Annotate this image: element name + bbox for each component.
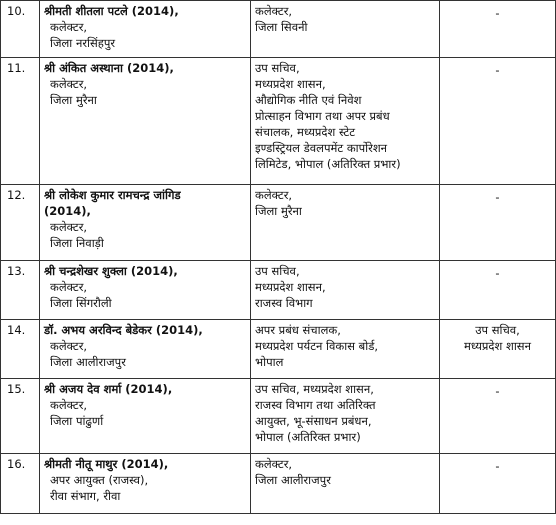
posting-line: जिला मुरैना bbox=[255, 204, 302, 218]
officer-cell bbox=[40, 1, 251, 58]
officer-name: श्री लोकेश कुमार रामचन्द्र जांगिड bbox=[44, 188, 181, 202]
officer-cell bbox=[40, 379, 251, 454]
remark-text: - bbox=[495, 266, 500, 280]
officer-name: डॉ. अभय अरविन्द बेडेकर (2014), bbox=[44, 323, 203, 337]
officer-name-continued: (2014), bbox=[44, 204, 91, 218]
officer-cell bbox=[40, 454, 251, 514]
posting-line: प्रोत्साहन विभाग तथा अपर प्रबंध bbox=[255, 109, 390, 123]
new-posting-cell bbox=[251, 454, 440, 514]
table-row bbox=[1, 320, 556, 379]
current-post-line: जिला नरसिंहपुर bbox=[50, 36, 116, 50]
remark-cell bbox=[440, 1, 556, 58]
posting-line: राजस्व विभाग bbox=[255, 296, 313, 310]
serial-number: 16. bbox=[1, 454, 40, 514]
serial-number: 10. bbox=[1, 1, 40, 58]
officer-name: श्री अजय देव शर्मा (2014), bbox=[44, 382, 173, 396]
officer-cell bbox=[40, 320, 251, 379]
posting-line: अपर प्रबंध संचालक, bbox=[255, 323, 341, 337]
current-post-line: कलेक्टर, bbox=[50, 220, 88, 234]
remark-cell bbox=[440, 261, 556, 320]
posting-line: उप सचिव, bbox=[255, 264, 300, 278]
posting-line: मध्यप्रदेश शासन, bbox=[255, 77, 326, 91]
current-post-line: कलेक्टर, bbox=[50, 20, 88, 34]
serial-number: 13. bbox=[1, 261, 40, 320]
posting-line: भोपाल (अतिरिक्त प्रभार) bbox=[255, 430, 361, 444]
current-post-line: कलेक्टर, bbox=[50, 77, 88, 91]
posting-line: जिला सिवनी bbox=[255, 20, 308, 34]
posting-line: कलेक्टर, bbox=[255, 188, 293, 202]
officer-name: श्री चन्द्रशेखर शुक्ला (2014), bbox=[44, 264, 178, 278]
serial-number: 11. bbox=[1, 58, 40, 185]
officer-cell bbox=[40, 58, 251, 185]
remark-text: - bbox=[495, 384, 500, 398]
posting-line: जिला आलीराजपुर bbox=[255, 473, 331, 487]
posting-line: औद्योगिक नीति एवं निवेश bbox=[255, 93, 362, 107]
remark-cell bbox=[440, 379, 556, 454]
officer-cell bbox=[40, 185, 251, 261]
remark-cell bbox=[440, 454, 556, 514]
remark-cell bbox=[440, 185, 556, 261]
posting-line: आयुक्त, भू-संसाधन प्रबंधन, bbox=[255, 414, 372, 428]
serial-number: 12. bbox=[1, 185, 40, 261]
posting-line: उप सचिव, मध्यप्रदेश शासन, bbox=[255, 382, 374, 396]
current-post-line: जिला मुरैना bbox=[50, 93, 97, 107]
table-row bbox=[1, 58, 556, 185]
posting-line: मध्यप्रदेश पर्यटन विकास बोर्ड, bbox=[255, 339, 378, 353]
new-posting-cell bbox=[251, 185, 440, 261]
officer-name: श्रीमती नीतू माथुर (2014), bbox=[44, 457, 169, 471]
current-post-line: रीवा संभाग, रीवा bbox=[50, 489, 121, 503]
remark-text: - bbox=[495, 6, 500, 20]
current-post-line: कलेक्टर, bbox=[50, 280, 88, 294]
posting-line: मध्यप्रदेश शासन, bbox=[255, 280, 326, 294]
table-row bbox=[1, 185, 556, 261]
serial-number: 15. bbox=[1, 379, 40, 454]
current-post-line: कलेक्टर, bbox=[50, 398, 88, 412]
posting-line: लिमिटेड, भोपाल (अतिरिक्त प्रभार) bbox=[255, 157, 401, 171]
remark-text: मध्यप्रदेश शासन bbox=[464, 339, 531, 353]
table-row bbox=[1, 1, 556, 58]
remark-cell bbox=[440, 320, 556, 379]
posting-line: कलेक्टर, bbox=[255, 457, 293, 471]
officer-name: श्रीमती शीतला पटले (2014), bbox=[44, 4, 179, 18]
posting-line: इण्डस्ट्रियल डेवलपमेंट कार्पोरेशन bbox=[255, 141, 388, 155]
current-post-line: जिला निवाड़ी bbox=[50, 236, 104, 250]
new-posting-cell bbox=[251, 1, 440, 58]
serial-number: 14. bbox=[1, 320, 40, 379]
posting-line: भोपाल bbox=[255, 355, 284, 369]
posting-line: राजस्व विभाग तथा अतिरिक्त bbox=[255, 398, 376, 412]
posting-line: कलेक्टर, bbox=[255, 4, 293, 18]
officer-name: श्री अंकित अस्थाना (2014), bbox=[44, 61, 174, 75]
posting-line: उप सचिव, bbox=[255, 61, 300, 75]
current-post-line: जिला सिंगरौली bbox=[50, 296, 112, 310]
new-posting-cell bbox=[251, 320, 440, 379]
new-posting-cell bbox=[251, 261, 440, 320]
current-post-line: अपर आयुक्त (राजस्व), bbox=[50, 473, 149, 487]
remark-cell bbox=[440, 58, 556, 185]
current-post-line: कलेक्टर, bbox=[50, 339, 88, 353]
table-row bbox=[1, 261, 556, 320]
new-posting-cell bbox=[251, 58, 440, 185]
new-posting-cell bbox=[251, 379, 440, 454]
remark-text: - bbox=[495, 459, 500, 473]
officer-cell bbox=[40, 261, 251, 320]
remark-text: - bbox=[495, 190, 500, 204]
current-post-line: जिला पांढुर्णा bbox=[50, 414, 104, 428]
remark-text: - bbox=[495, 63, 500, 77]
posting-line: संचालक, मध्यप्रदेश स्टेट bbox=[255, 125, 356, 139]
table-row bbox=[1, 379, 556, 454]
remark-text: उप सचिव, bbox=[475, 323, 520, 337]
current-post-line: जिला आलीराजपुर bbox=[50, 355, 126, 369]
table-row bbox=[1, 454, 556, 514]
